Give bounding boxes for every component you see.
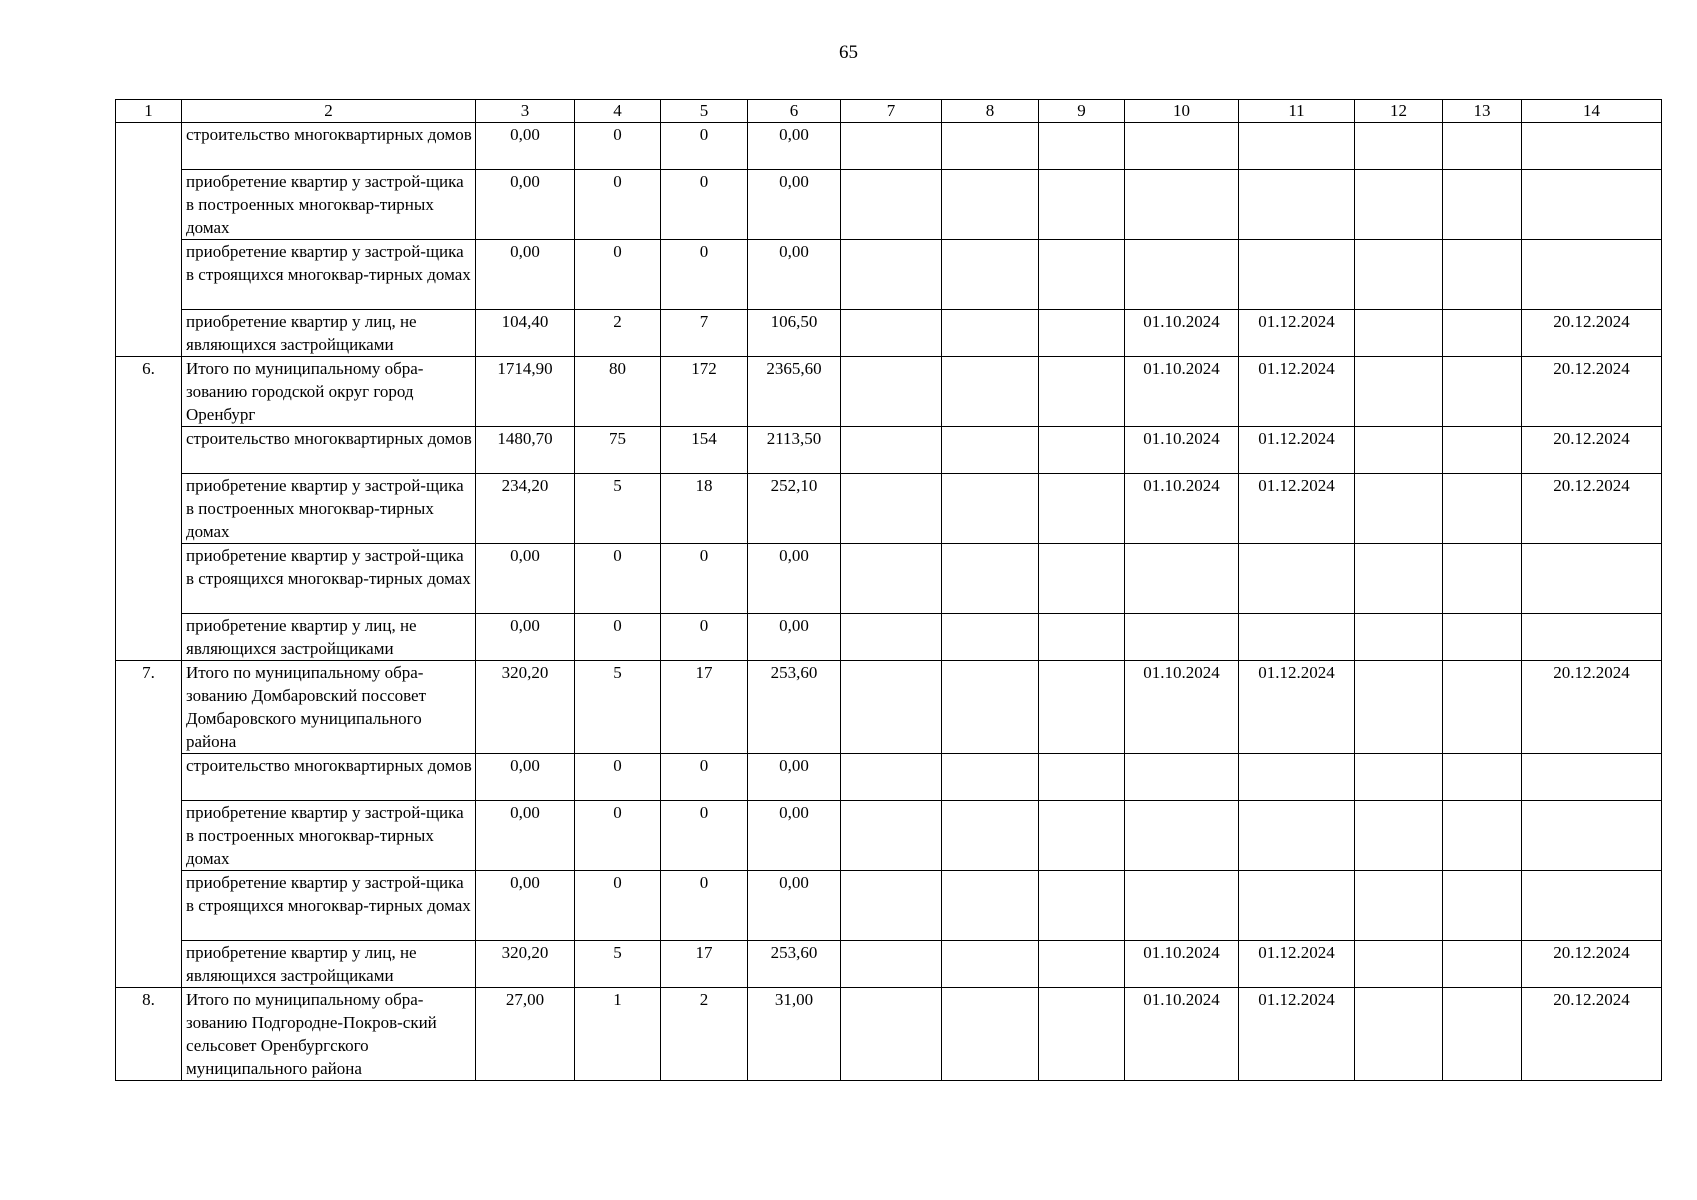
value-cell-col5: 0 (661, 123, 748, 170)
empty-cell-col8 (942, 310, 1039, 357)
date-cell-col14 (1522, 240, 1662, 310)
row-number-cell: 7. (116, 661, 182, 988)
table-row (116, 614, 1662, 661)
value-cell-col5: 154 (661, 427, 748, 474)
date-cell-col14 (1522, 801, 1662, 871)
value-cell-col3: 0,00 (476, 170, 575, 240)
description-cell: приобретение квартир у лиц, не являющихся застройщиками (182, 310, 476, 357)
empty-cell-col9 (1039, 801, 1125, 871)
table-row (116, 170, 1662, 240)
empty-cell-col12 (1355, 988, 1443, 1081)
empty-cell-col7 (841, 123, 942, 170)
empty-cell-col9 (1039, 544, 1125, 614)
column-header: 6 (748, 100, 841, 123)
empty-cell-col13 (1443, 614, 1522, 661)
empty-cell-col8 (942, 544, 1039, 614)
value-cell-col6: 106,50 (748, 310, 841, 357)
empty-cell-col7 (841, 614, 942, 661)
empty-cell-col13 (1443, 941, 1522, 988)
table-row (116, 474, 1662, 544)
value-cell-col4: 75 (575, 427, 661, 474)
empty-cell-col8 (942, 614, 1039, 661)
empty-cell-col12 (1355, 614, 1443, 661)
description-cell: приобретение квартир у лиц, не являющихся застройщиками (182, 614, 476, 661)
description-cell: приобретение квартир у застрой-щика в построенных многоквар-тирных домах (182, 474, 476, 544)
column-header: 2 (182, 100, 476, 123)
value-cell-col5: 0 (661, 544, 748, 614)
value-cell-col3: 27,00 (476, 988, 575, 1081)
description-cell: строительство многоквартирных домов (182, 427, 476, 474)
value-cell-col3: 320,20 (476, 941, 575, 988)
table-row (116, 941, 1662, 988)
empty-cell-col8 (942, 941, 1039, 988)
value-cell-col4: 0 (575, 801, 661, 871)
column-header: 5 (661, 100, 748, 123)
value-cell-col5: 0 (661, 240, 748, 310)
page-number: 65 (839, 42, 858, 63)
empty-cell-col7 (841, 474, 942, 544)
empty-cell-col12 (1355, 474, 1443, 544)
date-cell-col11 (1239, 170, 1355, 240)
value-cell-col3: 0,00 (476, 754, 575, 801)
empty-cell-col13 (1443, 123, 1522, 170)
date-cell-col10 (1125, 754, 1239, 801)
empty-cell-col13 (1443, 801, 1522, 871)
table-row (116, 427, 1662, 474)
date-cell-col11 (1239, 123, 1355, 170)
date-cell-col10: 01.10.2024 (1125, 988, 1239, 1081)
empty-cell-col13 (1443, 544, 1522, 614)
date-cell-col14 (1522, 871, 1662, 941)
date-cell-col14: 20.12.2024 (1522, 661, 1662, 754)
table-row (116, 310, 1662, 357)
date-cell-col10: 01.10.2024 (1125, 427, 1239, 474)
description-cell: Итого по муниципальному обра-зованию Домбаровский поссовет Домбаровского муниципального района (182, 661, 476, 754)
value-cell-col6: 0,00 (748, 170, 841, 240)
value-cell-col6: 0,00 (748, 871, 841, 941)
empty-cell-col12 (1355, 871, 1443, 941)
date-cell-col11 (1239, 871, 1355, 941)
date-cell-col14: 20.12.2024 (1522, 474, 1662, 544)
value-cell-col4: 2 (575, 310, 661, 357)
empty-cell-col12 (1355, 170, 1443, 240)
description-cell: приобретение квартир у застрой-щика в строящихся многоквар-тирных домах (182, 544, 476, 614)
empty-cell-col8 (942, 357, 1039, 427)
column-header: 7 (841, 100, 942, 123)
empty-cell-col7 (841, 801, 942, 871)
empty-cell-col8 (942, 240, 1039, 310)
date-cell-col10 (1125, 123, 1239, 170)
date-cell-col10: 01.10.2024 (1125, 661, 1239, 754)
value-cell-col5: 0 (661, 754, 748, 801)
description-cell: Итого по муниципальному обра-зованию городской округ город Оренбург (182, 357, 476, 427)
empty-cell-col9 (1039, 123, 1125, 170)
date-cell-col14 (1522, 123, 1662, 170)
empty-cell-col7 (841, 240, 942, 310)
empty-cell-col9 (1039, 310, 1125, 357)
empty-cell-col12 (1355, 427, 1443, 474)
column-header: 9 (1039, 100, 1125, 123)
date-cell-col10 (1125, 801, 1239, 871)
value-cell-col4: 0 (575, 754, 661, 801)
value-cell-col6: 0,00 (748, 614, 841, 661)
date-cell-col11: 01.12.2024 (1239, 427, 1355, 474)
date-cell-col14: 20.12.2024 (1522, 357, 1662, 427)
date-cell-col14 (1522, 754, 1662, 801)
value-cell-col5: 172 (661, 357, 748, 427)
value-cell-col5: 17 (661, 941, 748, 988)
value-cell-col3: 0,00 (476, 240, 575, 310)
date-cell-col10 (1125, 544, 1239, 614)
value-cell-col3: 0,00 (476, 544, 575, 614)
date-cell-col10 (1125, 170, 1239, 240)
empty-cell-col8 (942, 474, 1039, 544)
empty-cell-col7 (841, 170, 942, 240)
value-cell-col5: 0 (661, 871, 748, 941)
value-cell-col4: 0 (575, 871, 661, 941)
value-cell-col5: 18 (661, 474, 748, 544)
empty-cell-col12 (1355, 544, 1443, 614)
empty-cell-col8 (942, 427, 1039, 474)
value-cell-col3: 234,20 (476, 474, 575, 544)
date-cell-col11 (1239, 240, 1355, 310)
value-cell-col6: 0,00 (748, 123, 841, 170)
date-cell-col10 (1125, 614, 1239, 661)
column-header: 12 (1355, 100, 1443, 123)
value-cell-col3: 0,00 (476, 871, 575, 941)
empty-cell-col12 (1355, 240, 1443, 310)
date-cell-col10: 01.10.2024 (1125, 474, 1239, 544)
empty-cell-col8 (942, 661, 1039, 754)
column-header: 10 (1125, 100, 1239, 123)
empty-cell-col13 (1443, 357, 1522, 427)
row-number-cell: 8. (116, 988, 182, 1081)
empty-cell-col9 (1039, 474, 1125, 544)
date-cell-col11 (1239, 754, 1355, 801)
date-cell-col11: 01.12.2024 (1239, 941, 1355, 988)
description-cell: строительство многоквартирных домов (182, 754, 476, 801)
date-cell-col14: 20.12.2024 (1522, 427, 1662, 474)
empty-cell-col7 (841, 357, 942, 427)
empty-cell-col7 (841, 427, 942, 474)
value-cell-col4: 0 (575, 170, 661, 240)
date-cell-col11: 01.12.2024 (1239, 661, 1355, 754)
empty-cell-col12 (1355, 801, 1443, 871)
value-cell-col5: 2 (661, 988, 748, 1081)
value-cell-col3: 1714,90 (476, 357, 575, 427)
value-cell-col4: 0 (575, 240, 661, 310)
empty-cell-col12 (1355, 357, 1443, 427)
value-cell-col5: 0 (661, 614, 748, 661)
empty-cell-col9 (1039, 357, 1125, 427)
table-row (116, 544, 1662, 614)
empty-cell-col13 (1443, 754, 1522, 801)
table-row (116, 754, 1662, 801)
empty-cell-col8 (942, 123, 1039, 170)
empty-cell-col7 (841, 941, 942, 988)
empty-cell-col9 (1039, 614, 1125, 661)
header-row (116, 100, 1662, 123)
empty-cell-col13 (1443, 427, 1522, 474)
value-cell-col4: 5 (575, 474, 661, 544)
empty-cell-col9 (1039, 988, 1125, 1081)
table-row (116, 357, 1662, 427)
date-cell-col11: 01.12.2024 (1239, 357, 1355, 427)
empty-cell-col9 (1039, 170, 1125, 240)
date-cell-col10: 01.10.2024 (1125, 357, 1239, 427)
empty-cell-col13 (1443, 661, 1522, 754)
date-cell-col14: 20.12.2024 (1522, 310, 1662, 357)
empty-cell-col9 (1039, 240, 1125, 310)
date-cell-col10 (1125, 240, 1239, 310)
value-cell-col4: 5 (575, 661, 661, 754)
table-row (116, 240, 1662, 310)
table-body (116, 100, 1662, 1081)
empty-cell-col8 (942, 754, 1039, 801)
empty-cell-col9 (1039, 941, 1125, 988)
empty-cell-col13 (1443, 170, 1522, 240)
value-cell-col6: 0,00 (748, 754, 841, 801)
column-header: 4 (575, 100, 661, 123)
description-cell: Итого по муниципальному обра-зованию Подгородне-Покров-ский сельсовет Оренбургского муниципального района (182, 988, 476, 1081)
empty-cell-col7 (841, 544, 942, 614)
empty-cell-col8 (942, 170, 1039, 240)
value-cell-col6: 2113,50 (748, 427, 841, 474)
empty-cell-col8 (942, 988, 1039, 1081)
empty-cell-col9 (1039, 754, 1125, 801)
empty-cell-col7 (841, 871, 942, 941)
date-cell-col11: 01.12.2024 (1239, 474, 1355, 544)
date-cell-col14 (1522, 170, 1662, 240)
value-cell-col3: 320,20 (476, 661, 575, 754)
empty-cell-col7 (841, 661, 942, 754)
value-cell-col3: 104,40 (476, 310, 575, 357)
value-cell-col6: 0,00 (748, 240, 841, 310)
value-cell-col3: 0,00 (476, 801, 575, 871)
row-number-cell (116, 123, 182, 357)
table-row (116, 801, 1662, 871)
description-cell: приобретение квартир у застрой-щика в строящихся многоквар-тирных домах (182, 240, 476, 310)
value-cell-col4: 80 (575, 357, 661, 427)
value-cell-col6: 0,00 (748, 801, 841, 871)
empty-cell-col12 (1355, 941, 1443, 988)
date-cell-col11 (1239, 801, 1355, 871)
date-cell-col14: 20.12.2024 (1522, 941, 1662, 988)
date-cell-col10: 01.10.2024 (1125, 310, 1239, 357)
table-row (116, 988, 1662, 1081)
description-cell: приобретение квартир у лиц, не являющихся застройщиками (182, 941, 476, 988)
row-number-cell: 6. (116, 357, 182, 661)
value-cell-col4: 0 (575, 614, 661, 661)
data-table (115, 99, 1662, 1081)
empty-cell-col12 (1355, 310, 1443, 357)
empty-cell-col12 (1355, 661, 1443, 754)
date-cell-col11 (1239, 614, 1355, 661)
value-cell-col3: 0,00 (476, 614, 575, 661)
value-cell-col5: 0 (661, 170, 748, 240)
value-cell-col6: 252,10 (748, 474, 841, 544)
table-row (116, 123, 1662, 170)
description-cell: приобретение квартир у застрой-щика в строящихся многоквар-тирных домах (182, 871, 476, 941)
empty-cell-col9 (1039, 871, 1125, 941)
empty-cell-col7 (841, 754, 942, 801)
value-cell-col5: 7 (661, 310, 748, 357)
date-cell-col11 (1239, 544, 1355, 614)
empty-cell-col13 (1443, 988, 1522, 1081)
description-cell: строительство многоквартирных домов (182, 123, 476, 170)
empty-cell-col9 (1039, 427, 1125, 474)
column-header: 13 (1443, 100, 1522, 123)
value-cell-col3: 0,00 (476, 123, 575, 170)
value-cell-col6: 253,60 (748, 661, 841, 754)
empty-cell-col7 (841, 310, 942, 357)
empty-cell-col9 (1039, 661, 1125, 754)
value-cell-col4: 0 (575, 544, 661, 614)
empty-cell-col13 (1443, 474, 1522, 544)
empty-cell-col8 (942, 871, 1039, 941)
date-cell-col11: 01.12.2024 (1239, 310, 1355, 357)
column-header: 11 (1239, 100, 1355, 123)
empty-cell-col12 (1355, 123, 1443, 170)
date-cell-col11: 01.12.2024 (1239, 988, 1355, 1081)
empty-cell-col13 (1443, 871, 1522, 941)
value-cell-col6: 253,60 (748, 941, 841, 988)
empty-cell-col12 (1355, 754, 1443, 801)
empty-cell-col8 (942, 801, 1039, 871)
column-header: 14 (1522, 100, 1662, 123)
column-header: 3 (476, 100, 575, 123)
value-cell-col4: 1 (575, 988, 661, 1081)
table-row (116, 661, 1662, 754)
empty-cell-col13 (1443, 310, 1522, 357)
date-cell-col10 (1125, 871, 1239, 941)
date-cell-col10: 01.10.2024 (1125, 941, 1239, 988)
value-cell-col6: 31,00 (748, 988, 841, 1081)
column-header: 8 (942, 100, 1039, 123)
value-cell-col4: 5 (575, 941, 661, 988)
description-cell: приобретение квартир у застрой-щика в построенных многоквар-тирных домах (182, 801, 476, 871)
description-cell: приобретение квартир у застрой-щика в построенных многоквар-тирных домах (182, 170, 476, 240)
date-cell-col14 (1522, 544, 1662, 614)
empty-cell-col13 (1443, 240, 1522, 310)
date-cell-col14: 20.12.2024 (1522, 988, 1662, 1081)
date-cell-col14 (1522, 614, 1662, 661)
value-cell-col4: 0 (575, 123, 661, 170)
value-cell-col3: 1480,70 (476, 427, 575, 474)
value-cell-col5: 0 (661, 801, 748, 871)
table-row (116, 871, 1662, 941)
value-cell-col5: 17 (661, 661, 748, 754)
empty-cell-col7 (841, 988, 942, 1081)
column-header: 1 (116, 100, 182, 123)
value-cell-col6: 0,00 (748, 544, 841, 614)
value-cell-col6: 2365,60 (748, 357, 841, 427)
